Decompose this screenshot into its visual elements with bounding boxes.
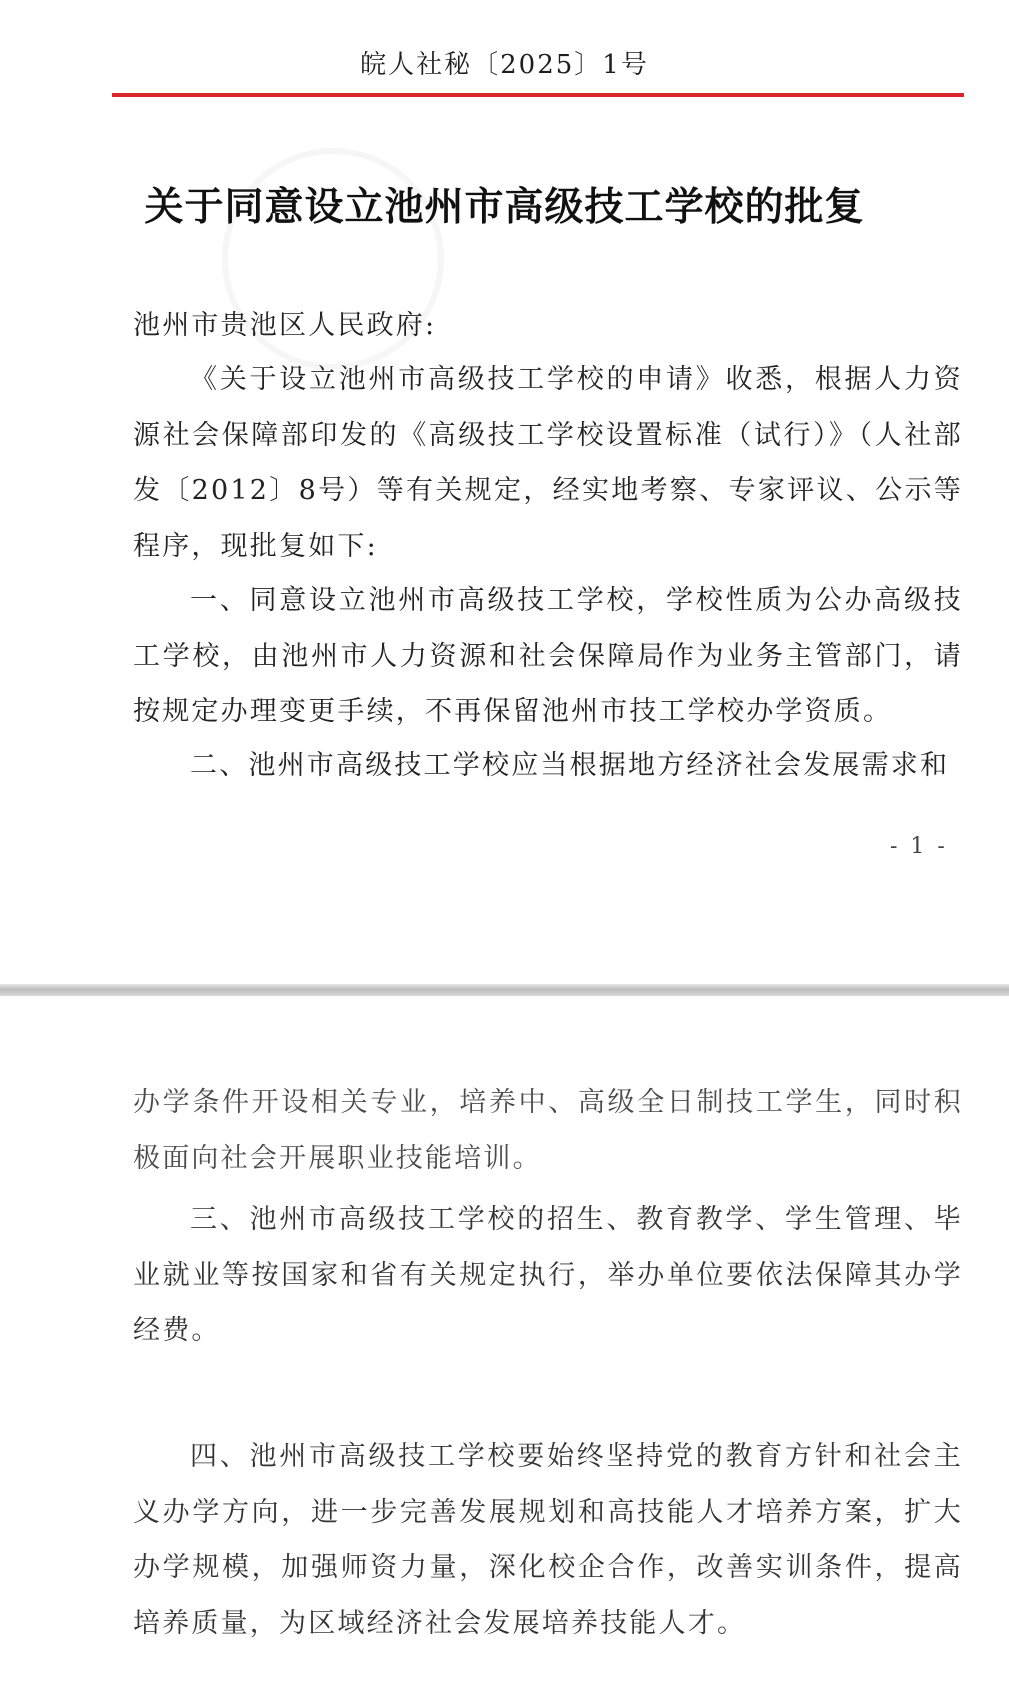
paragraph-item-3: 三、池州市高级技工学校的招生、教育教学、学生管理、毕业就业等按国家和省有关规定执行，举办单位要依法保障其办学经费。	[133, 1204, 963, 1346]
paragraph-item-4: 四、池州市高级技工学校要始终坚持党的教育方针和社会主义办学方向，进一步完善发展规划和高技能人才培养方案，扩大办学规模，加强师资力量，深化校企合作，改善实训条件，提高培养质量，为区域经济社会发展培养技能人才。	[133, 1441, 963, 1639]
page-number: - 1 -	[890, 834, 948, 859]
document-number: 皖人社秘〔2025〕1号	[360, 50, 649, 80]
document-page-2	[0, 996, 1009, 1700]
addressee: 池州市贵池区人民政府:	[133, 310, 437, 341]
page-separator	[0, 984, 1009, 996]
paragraph-item-2-end: 办学条件开设相关专业，培养中、高级全日制技工学生，同时积极面向社会开展职业技能培训。	[133, 1087, 963, 1174]
paragraph-intro: 《关于设立池州市高级技工学校的申请》收悉，根据人力资源社会保障部印发的《高级技工学校设置标准（试行）》（人社部发〔2012〕8号）等有关规定，经实地考察、专家评议、公示等程序，现批复如下:	[133, 364, 963, 562]
paragraph-item-2-start: 二、池州市高级技工学校应当根据地方经济社会发展需求和	[190, 750, 950, 781]
red-header-rule	[112, 93, 964, 97]
document-title: 关于同意设立池州市高级技工学校的批复	[144, 184, 865, 230]
paragraph-item-1: 一、同意设立池州市高级技工学校，学校性质为公办高级技工学校，由池州市人力资源和社会保障局作为业务主管部门，请按规定办理变更手续，不再保留池州市技工学校办学资质。	[133, 585, 963, 727]
